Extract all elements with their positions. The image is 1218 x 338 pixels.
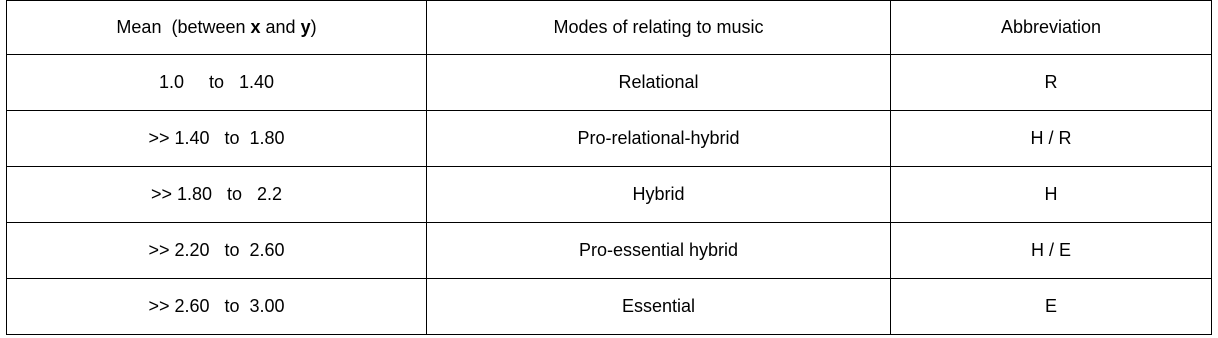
header-mean-x: x <box>250 17 261 37</box>
cell-mode: Pro-essential hybrid <box>427 223 891 279</box>
cell-mode: Hybrid <box>427 167 891 223</box>
cell-mode: Relational <box>427 55 891 111</box>
cell-mode: Essential <box>427 279 891 335</box>
modes-table-container <box>6 0 1211 335</box>
cell-mean: >> 1.80 to 2.2 <box>7 167 427 223</box>
header-mean-middle: and <box>260 17 301 37</box>
table-row <box>7 111 1212 167</box>
cell-mean: 1.0 to 1.40 <box>7 55 427 111</box>
modes-table <box>6 0 1212 335</box>
header-modes: Modes of relating to music <box>427 1 891 55</box>
header-mean-prefix: Mean (between <box>116 17 251 37</box>
header-mean-y: y <box>300 17 311 37</box>
header-mean <box>7 1 427 55</box>
table-row <box>7 279 1212 335</box>
cell-mean: >> 1.40 to 1.80 <box>7 111 427 167</box>
cell-mean: >> 2.20 to 2.60 <box>7 223 427 279</box>
table-row <box>7 55 1212 111</box>
table-row <box>7 223 1212 279</box>
cell-mean: >> 2.60 to 3.00 <box>7 279 427 335</box>
cell-abbreviation: E <box>891 279 1212 335</box>
header-mean-suffix: ) <box>310 17 317 37</box>
table-header-row <box>7 1 1212 55</box>
cell-abbreviation: H <box>891 167 1212 223</box>
cell-mode: Pro-relational-hybrid <box>427 111 891 167</box>
header-abbreviation: Abbreviation <box>891 1 1212 55</box>
cell-abbreviation: H / E <box>891 223 1212 279</box>
table-row <box>7 167 1212 223</box>
cell-abbreviation: H / R <box>891 111 1212 167</box>
cell-abbreviation: R <box>891 55 1212 111</box>
